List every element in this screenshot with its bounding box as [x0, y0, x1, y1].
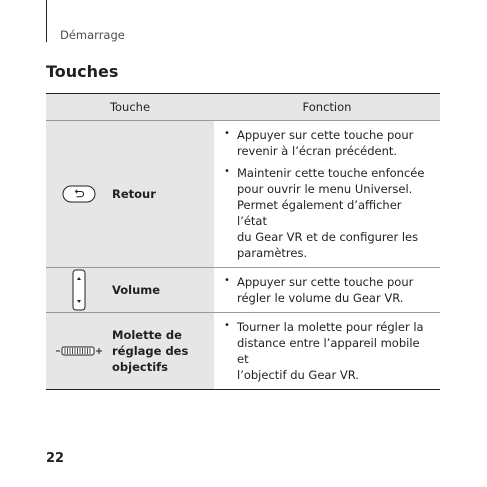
function-bullet: • Appuyer sur cette touche pour régler le volume du Gear VR. [224, 274, 428, 306]
key-cell [46, 121, 214, 267]
table-row-back [46, 121, 440, 268]
key-cell [46, 313, 214, 389]
focus-wheel-icon [55, 345, 103, 357]
function-cell [214, 268, 440, 312]
section-title: Touches [46, 62, 119, 81]
running-header: Démarrage [60, 28, 125, 42]
keys-table [46, 93, 440, 390]
function-cell [214, 313, 440, 389]
function-bullet: • Appuyer sur cette touche pour revenir à l’écran précédent. [224, 127, 428, 159]
volume-key-icon [72, 269, 86, 311]
column-header-function: Fonction [302, 100, 352, 114]
function-cell [214, 121, 440, 267]
function-bullet: • Maintenir cette touche enfoncée pour ouvrir le menu Universel. Permet également d’afficher l’état du Gear VR et de configurer les paramètres. [224, 165, 428, 261]
key-cell [46, 268, 214, 312]
header-rule [46, 0, 47, 42]
key-label: Volume [112, 283, 161, 297]
back-button-icon [62, 185, 96, 203]
column-header-key: Touche [109, 100, 151, 114]
key-label: Molette de réglage des objectifs [112, 328, 189, 374]
function-bullet: • Tourner la molette pour régler la distance entre l’appareil mobile et l’objectif du Gear VR. [224, 319, 428, 383]
table-header [46, 93, 440, 121]
table-row-focus-wheel [46, 313, 440, 390]
table-row-volume [46, 268, 440, 313]
key-label: Retour [112, 187, 156, 201]
page-number: 22 [46, 451, 65, 466]
